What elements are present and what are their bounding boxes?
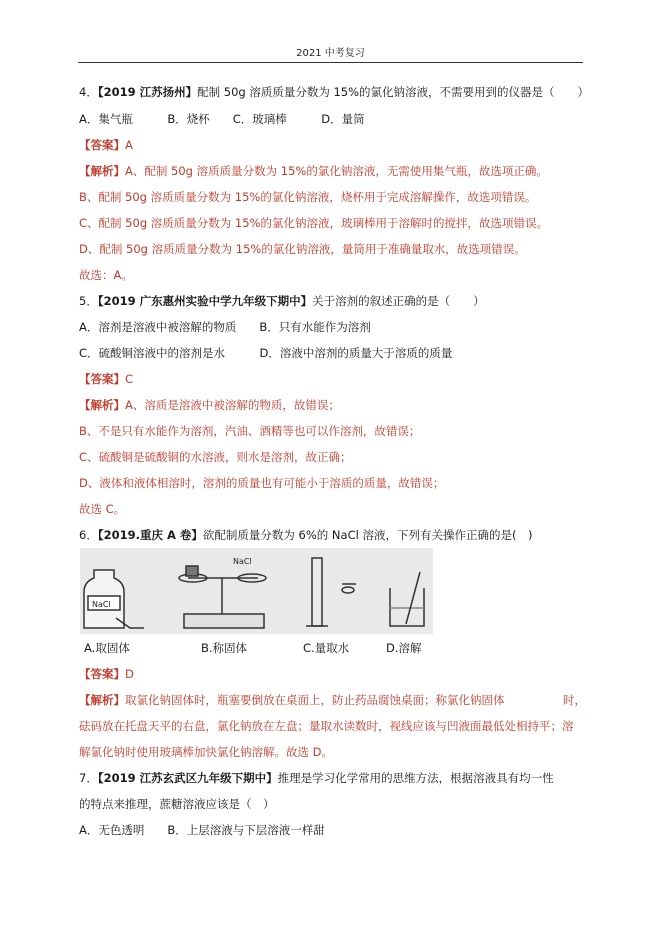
reagent-bottle-drawing xyxy=(84,570,144,628)
q4-analysis-b: B、配制 50g 溶质质量分数为 15%的氯化钠溶液，烧杯用于完成溶解操作，故选项错误。 xyxy=(79,190,537,204)
q5-conclusion: 故选 C。 xyxy=(79,502,126,516)
balance-drawing xyxy=(179,566,266,628)
q5-options-1: A．溶剂是溶液中被溶解的物质 B．只有水能作为溶剂 xyxy=(79,320,371,334)
q5-analysis-a: 【解析】A、溶质是溶液中被溶解的物质，故错误； xyxy=(79,398,340,412)
fig-label-nacl-balance: NaCl xyxy=(233,557,252,566)
cylinder-drawing xyxy=(306,558,356,626)
q7-stem-a: 7．【2019 江苏玄武区九年级下期中】推理是学习化学常用的思维方法，根据溶液具有均一性 xyxy=(79,771,554,785)
q6-stem: 6．【2019.重庆 A 卷】欲配制质量分数为 6%的 NaCl 溶液，下列有关操作正确的是( ) xyxy=(79,528,533,542)
q4-analysis-c: C、配制 50g 溶质质量分数为 15%的氯化钠溶液，玻璃棒用于溶解时的搅拌，故选项错误。 xyxy=(79,216,548,230)
q4-stem: 4．【2019 江苏扬州】配制 50g 溶质质量分数为 15%的氯化钠溶液，不需要用到的仪器是（ ） xyxy=(79,85,590,99)
q5-stem: 5．【2019 广东惠州实验中学九年级下期中】关于溶剂的叙述正确的是（ ） xyxy=(79,294,485,308)
q5-answer: 【答案】C xyxy=(79,372,134,386)
q6-caption-b: B.称固体 xyxy=(201,641,248,655)
q6-answer: 【答案】D xyxy=(79,667,134,681)
lab-figure-svg xyxy=(80,548,433,634)
q6-caption-d: D.溶解 xyxy=(386,641,422,655)
q5-analysis-c: C、硫酸铜是硫酸铜的水溶液，则水是溶剂，故正确； xyxy=(79,450,352,464)
q6-caption-c: C.量取水 xyxy=(303,641,350,655)
q7-options: A．无色透明 B．上层溶液与下层溶液一样甜 xyxy=(79,823,325,837)
q6-analysis-b: 砝码放在托盘天平的右盘，氯化钠放在左盘；量取水读数时，视线应该与凹液面最低处相持平；溶 xyxy=(79,719,574,733)
header-rule xyxy=(78,62,583,63)
q4-options: A．集气瓶 B．烧杯 C．玻璃棒 D．量筒 xyxy=(79,112,365,126)
q4-analysis-d: D、配制 50g 溶质质量分数为 15%的氯化钠溶液，量筒用于准确量取水，故选项错误。 xyxy=(79,242,526,256)
q7-stem-b: 的特点来推理，蔗糖溶液应该是（ ） xyxy=(79,797,275,811)
q4-conclusion: 故选：A。 xyxy=(79,268,133,282)
q5-analysis-d: D、液体和液体相溶时，溶剂的质量也有可能小于溶质的质量，故错误； xyxy=(79,476,445,490)
beaker-drawing xyxy=(390,572,424,626)
q4-answer: 【答案】A xyxy=(79,138,133,152)
q4-analysis-a: 【解析】A、配制 50g 溶质质量分数为 15%的氯化钠溶液，无需使用集气瓶，故选项正确。 xyxy=(79,164,548,178)
q6-analysis-c: 解氯化钠时使用玻璃棒加快氯化钠溶解。故选 D。 xyxy=(79,745,334,759)
q6-analysis-a2: 时， xyxy=(563,693,586,707)
q5-options-2: C．硫酸铜溶液中的溶剂是水 D．溶液中溶剂的质量大于溶质的质量 xyxy=(79,346,453,360)
lab-operations-figure xyxy=(80,548,433,634)
q5-analysis-b: B、不是只有水能作为溶剂，汽油、酒精等也可以作溶剂，故错误； xyxy=(79,424,421,438)
q6-caption-a: A.取固体 xyxy=(84,641,130,655)
fig-label-nacl-bottle: NaCl xyxy=(92,600,111,609)
page-header: 2021 中考复习 xyxy=(296,48,365,59)
q6-analysis-a: 【解析】取氯化钠固体时，瓶塞要倒放在桌面上，防止药品腐蚀桌面；称氯化钠固体 xyxy=(79,693,505,707)
